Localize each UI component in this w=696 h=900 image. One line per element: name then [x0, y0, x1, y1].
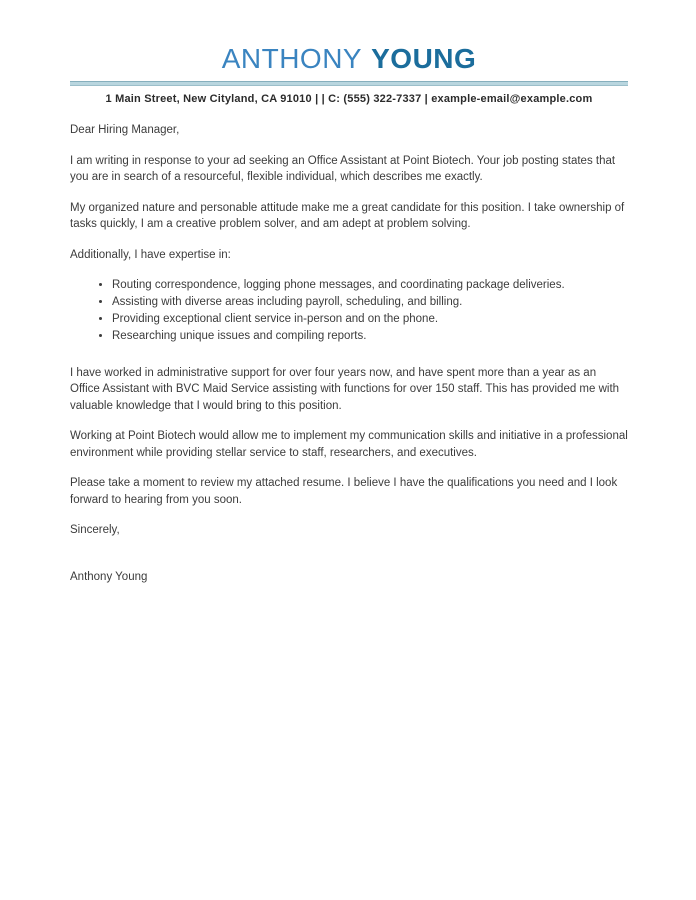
letter-body: [70, 122, 628, 585]
list-item: • Researching unique issues and compiling reports.: [112, 328, 628, 345]
sign-off: Sincerely,: [70, 524, 120, 536]
contact-info: 1 Main Street, New Cityland, CA 91010 | | C: (555) 322-7337 | example-email@example.com: [105, 93, 593, 105]
signature-name: Anthony Young: [70, 570, 148, 583]
salutation: Dear Hiring Manager,: [70, 124, 180, 136]
paragraph-motivation: Working at Point Biotech would allow me to implement my communication skills and initiative in a professional environment while providing stellar service to staff, researchers, and executives.: [70, 430, 628, 459]
last-name: YOUNG: [371, 43, 477, 74]
paragraph-qualities: My organized nature and personable attitude make me a great candidate for this position. I take ownership of tasks quickly, I am a creative problem solver, and am adept at problem solving.: [70, 201, 625, 230]
expertise-list: [70, 277, 628, 345]
page-title: [70, 44, 628, 74]
first-name: ANTHONY: [221, 43, 363, 74]
expertise-intro: Additionally, I have expertise in:: [70, 248, 231, 261]
list-item: • Providing exceptional client service in-person and on the phone.: [112, 311, 628, 328]
paragraph-experience: I have worked in administrative support for over four years now, and have spent more than a year as an Office Assistant with BVC Maid Service assisting with functions for over 150 staff. This has provided me with valuable knowledge that I would bring to this position.: [70, 366, 620, 412]
list-item: • Routing correspondence, logging phone messages, and coordinating package deliveries.: [112, 277, 628, 294]
list-item: • Assisting with diverse areas including payroll, scheduling, and billing.: [112, 294, 628, 311]
paragraph-call-to-action: Please take a moment to review my attached resume. I believe I have the qualifications you need and I look forward to hearing from you soon.: [70, 477, 618, 506]
header-divider: [70, 81, 628, 86]
paragraph-intro: I am writing in response to your ad seeking an Office Assistant at Point Biotech. Your job posting states that you are in search of a resourceful, flexible individual, which describes me exactly.: [70, 154, 616, 183]
